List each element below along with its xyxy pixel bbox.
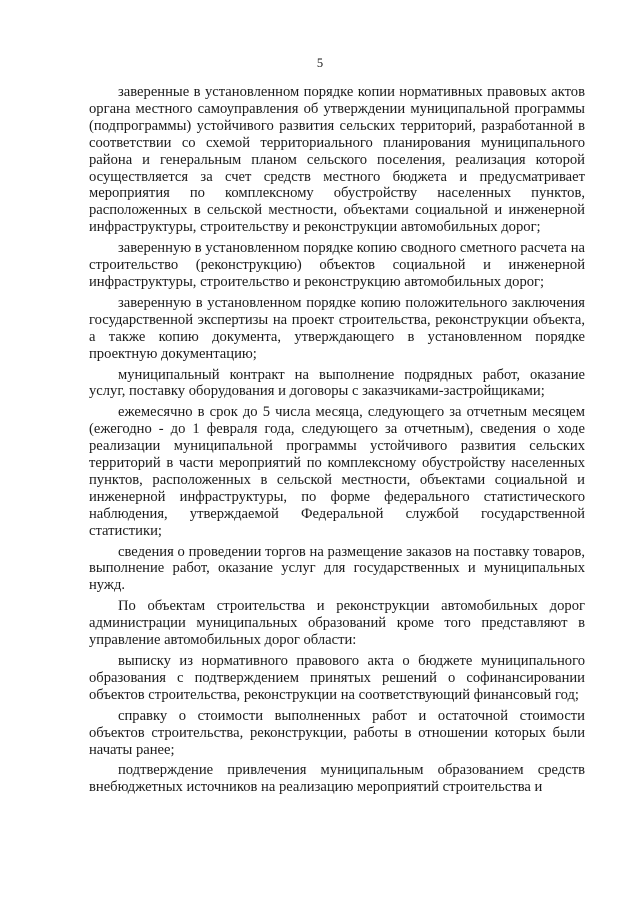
paragraph: подтверждение привлечения муниципальным образованием средств внебюджетных источников на реализацию мероприятий строительства и (89, 762, 585, 796)
page-number: 5 (316, 56, 324, 70)
paragraph: муниципальный контракт на выполнение подрядных работ, оказание услуг, поставку оборудования и договоры с заказчиками-застройщиками; (89, 366, 585, 400)
paragraph: справку о стоимости выполненных работ и остаточной стоимости объектов строительства, реконструкции, работы в отношении которых были начаты ранее; (89, 707, 585, 758)
paragraph: выписку из нормативного правового акта о бюджете муниципального образования с подтверждением принятых решений о софинансировании объектов строительства, реконструкции на соответствующий финансовый год; (89, 653, 585, 703)
paragraph: сведения о проведении торгов на размещение заказов на поставку товаров, выполнение работ, оказание услуг для государственных и муниципальных нужд. (89, 543, 585, 594)
document-body (89, 84, 585, 796)
paragraph: заверенную в установленном порядке копию сводного сметного расчета на строительство (реконструкцию) объектов социальной и инженерной инфраструктуры, строительство и реконструкцию автомобильных дорог; (89, 240, 585, 290)
paragraph: заверенную в установленном порядке копию положительного заключения государственной экспертизы на проект строительства, реконструкции объекта, а также копию документа, утверждающего в установленном порядке проектную документацию; (89, 294, 585, 362)
paragraph: По объектам строительства и реконструкции автомобильных дорог администрации муниципальных образований кроме того представляют в управление автомобильных дорог области: (89, 598, 585, 649)
paragraph: ежемесячно в срок до 5 числа месяца, следующего за отчетным месяцем (ежегодно - до 1 февраля года, следующего за отчетным), сведения о ходе реализации муниципальной программы устойчивого развития сельских территорий в части мероприятий по комплексному обустройству населенных пунктов, расположенных в сельской местности, объектами социальной и инженерной инфраструктуры, по форме федерального статистического наблюдения, утверждаемой Федеральной службой государственной статистики; (89, 404, 585, 539)
paragraph: заверенные в установленном порядке копии нормативных правовых актов органа местного самоуправления об утверждении муниципальной программы (подпрограммы) устойчивого развития сельских территорий, разработанной в соответствии со схемой территориального планирования муниципального района и генеральным планом сельского поселения, реализация которой осуществляется за счет средств местного бюджета и предусматривает мероприятия по комплексному обустройству населенных пунктов, расположенных в сельской местности, объектами социальной и инженерной инфраструктуры, строительству и реконструкции автомобильных дорог; (89, 84, 585, 236)
